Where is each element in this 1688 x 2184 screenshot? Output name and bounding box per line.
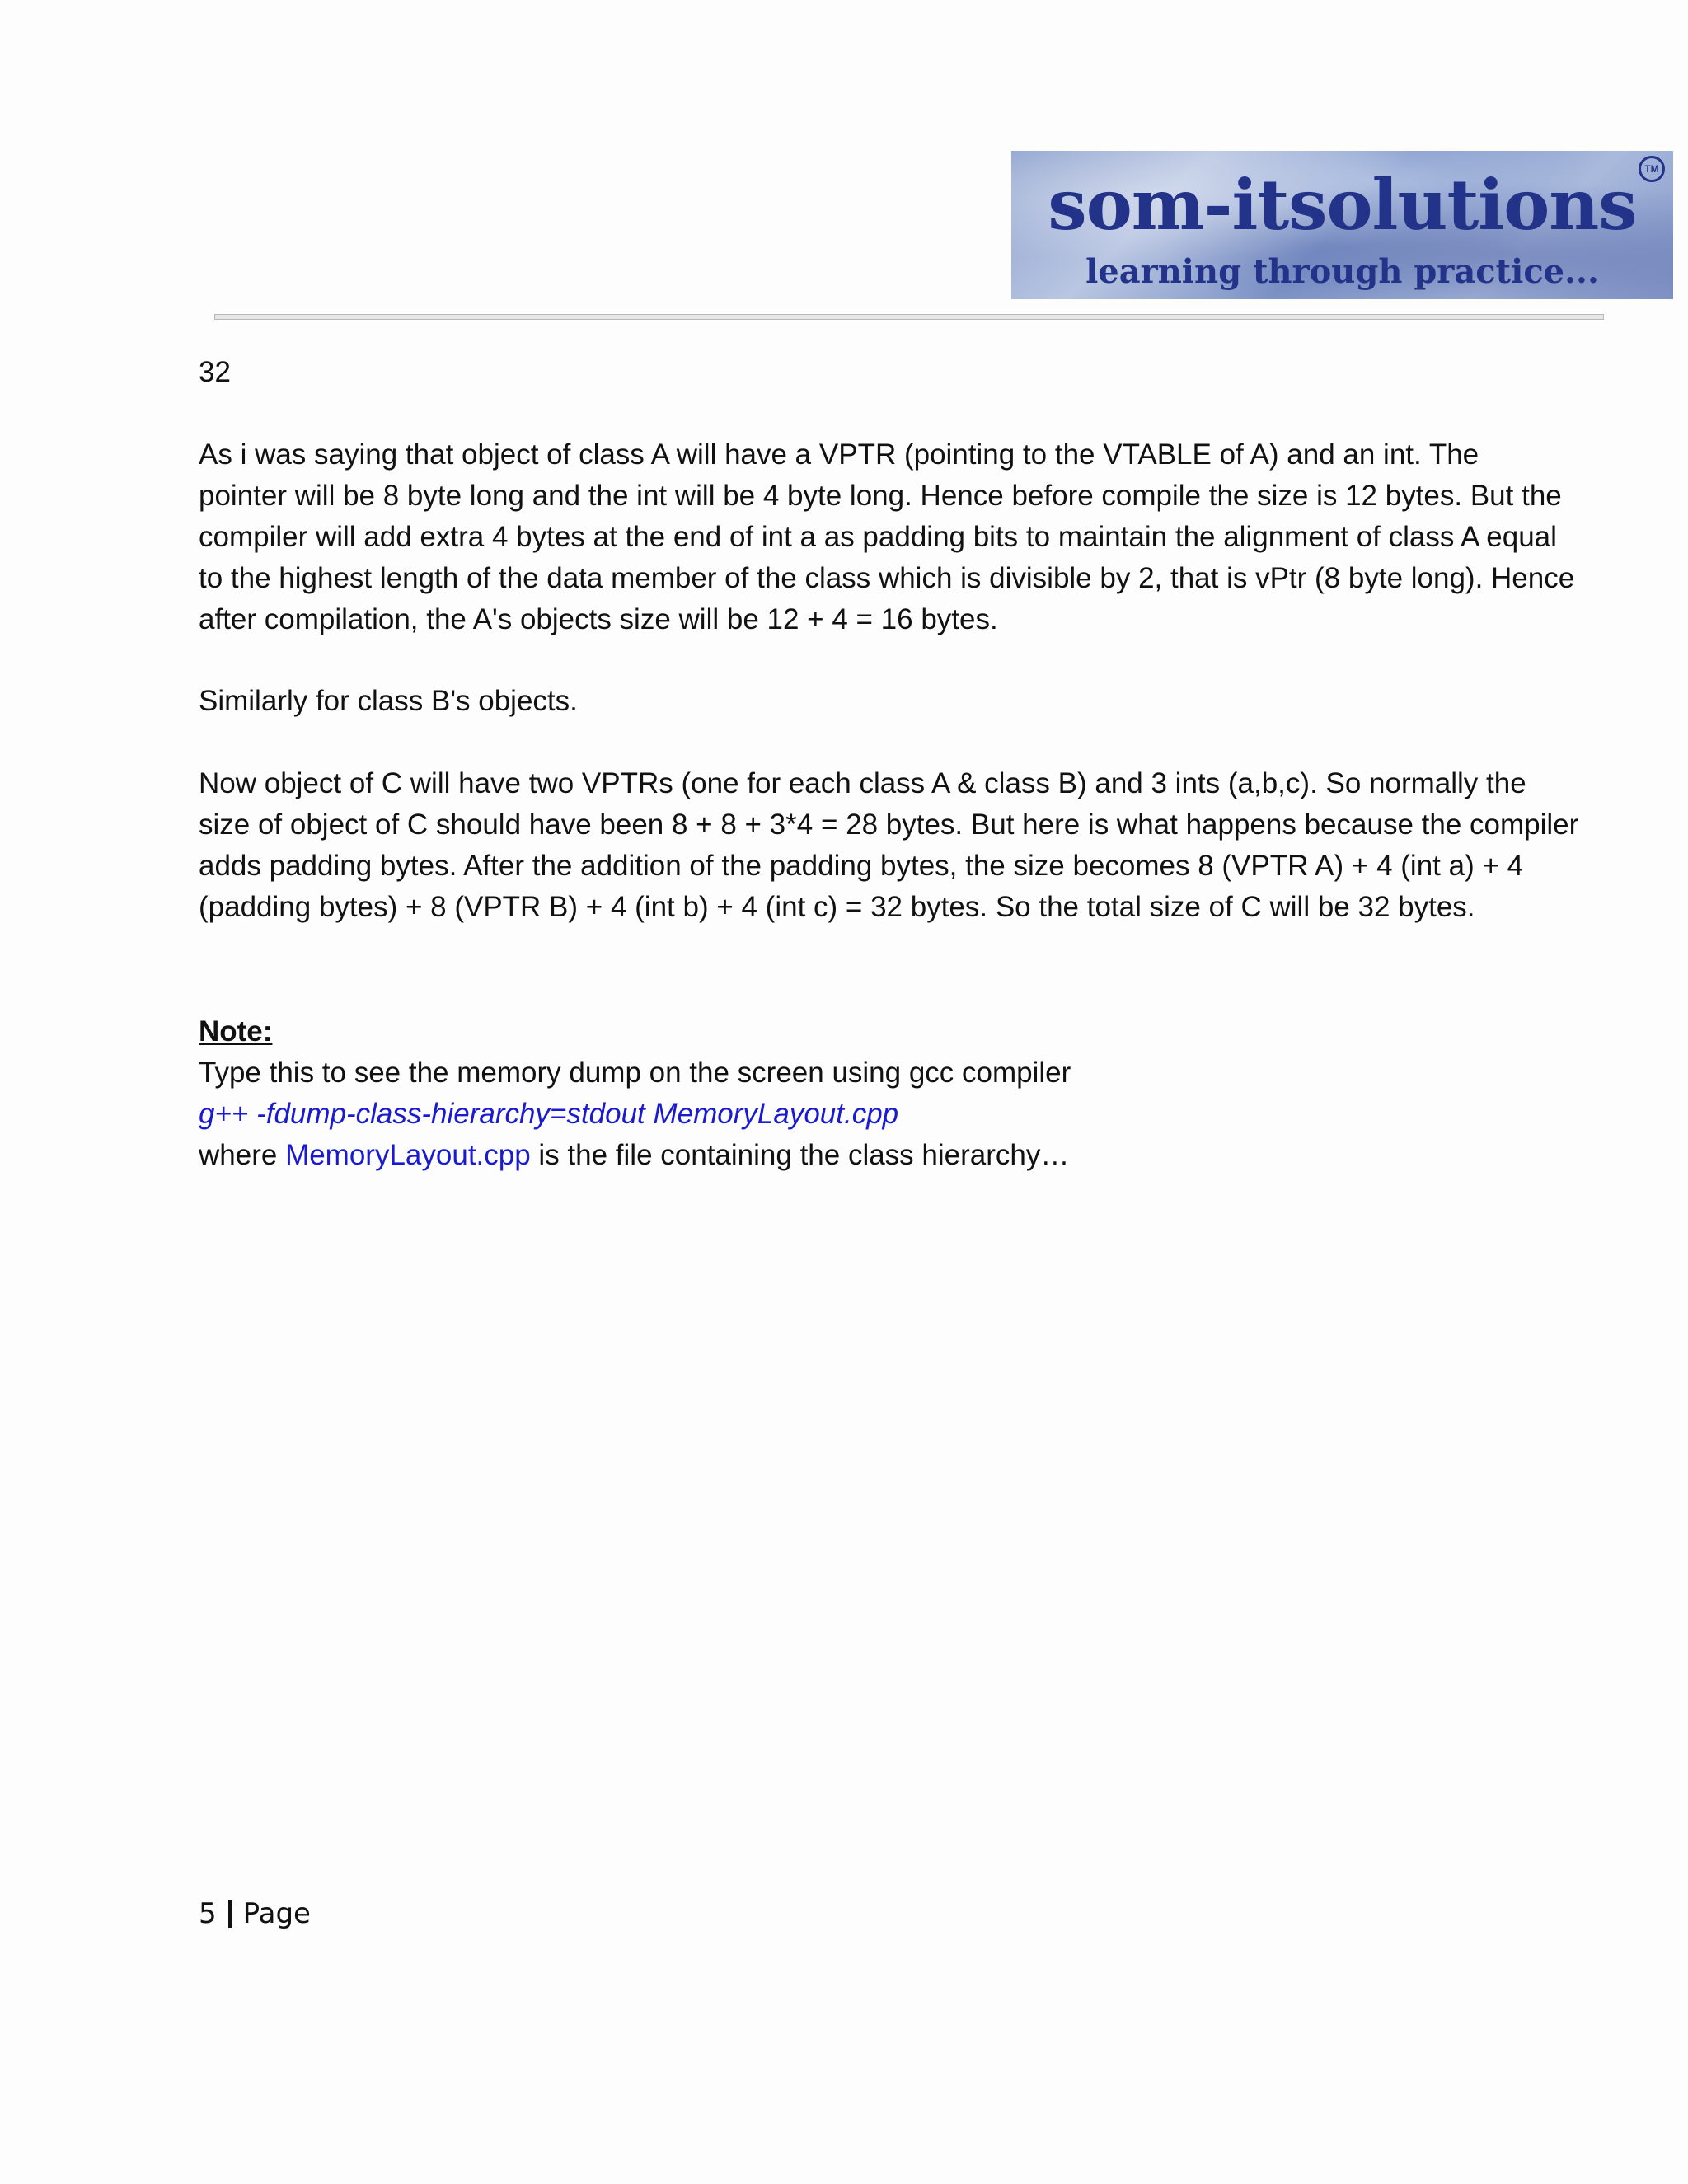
- paragraph-line: to the highest length of the data member of the class which is divisible by 2, that is vPtr (8 byte long). Hence: [199, 562, 1575, 594]
- paragraph-class-b: Similarly for class B's objects.: [199, 685, 578, 717]
- paragraph-class-c: [199, 763, 1658, 928]
- page-label: Page: [242, 1897, 311, 1930]
- paragraph-line: after compilation, the A's objects size will be 12 + 4 = 16 bytes.: [199, 603, 998, 635]
- logo-title: som-itsolutions: [1048, 164, 1637, 246]
- paragraph-line: adds padding bytes. After the addition of the padding bytes, the size becomes 8 (VPTR A) + 4 (int a) + 4: [199, 850, 1524, 882]
- logo-tagline: learning through practice...: [1085, 252, 1599, 291]
- paragraph-line: As i was saying that object of class A will have a VPTR (pointing to the VTABLE of A) and an int. The: [199, 438, 1479, 471]
- paragraph-line: pointer will be 8 byte long and the int will be 4 byte long. Hence before compile the size is 12 bytes. But the: [199, 480, 1562, 512]
- trademark-icon: TM: [1639, 156, 1665, 182]
- note-suffix: is the file containing the class hierarchy…: [530, 1139, 1070, 1171]
- paragraph-line: size of object of C should have been 8 + 8 + 3*4 = 28 bytes. But here is what happens because the compiler: [199, 808, 1579, 841]
- note-file-description: [199, 1135, 1658, 1176]
- result-number: 32: [199, 356, 231, 388]
- note-heading: Note:: [199, 1015, 273, 1047]
- company-logo: [1011, 151, 1673, 299]
- footer-separator: [228, 1900, 232, 1928]
- paragraph-line: (padding bytes) + 8 (VPTR B) + 4 (int b) + 4 (int c) = 32 bytes. So the total size of C will be 32 bytes.: [199, 891, 1475, 923]
- note-prefix: where: [199, 1139, 286, 1171]
- paragraph-line: Now object of C will have two VPTRs (one for each class A & class B) and 3 ints (a,b,c). So normally the: [199, 767, 1526, 799]
- page-footer: [199, 1896, 311, 1932]
- memory-layout-file-link[interactable]: MemoryLayout.cpp: [285, 1139, 531, 1171]
- paragraph-class-a: [199, 434, 1658, 640]
- page-number: 5: [199, 1897, 217, 1930]
- paragraph-line: compiler will add extra 4 bytes at the end of int a as padding bits to maintain the alignment of class A equal: [199, 521, 1557, 553]
- header-divider: [214, 314, 1604, 320]
- note-instruction: Type this to see the memory dump on the screen using gcc compiler: [199, 1057, 1071, 1089]
- note-command: g++ -fdump-class-hierarchy=stdout MemoryLayout.cpp: [199, 1098, 899, 1130]
